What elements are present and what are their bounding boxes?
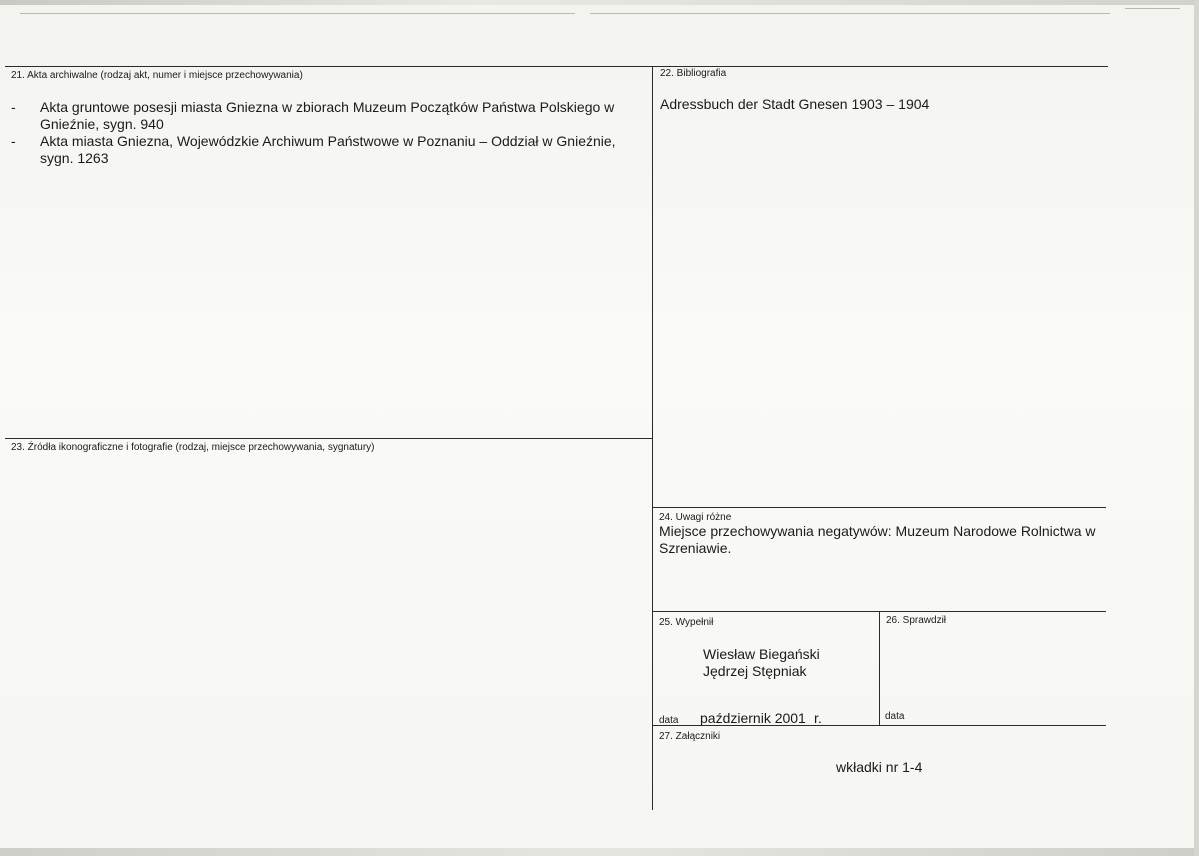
- section-22-label: 22. Bibliografia: [660, 68, 727, 79]
- list-item: - Akta miasta Gniezna, Wojewódzkie Archiwum Państwowe w Poznaniu – Oddział w Gnieźnie, sygn. 1263: [11, 133, 616, 166]
- archival-records-list: [11, 99, 631, 167]
- top-rule: [5, 66, 1108, 67]
- date-value: październik 2001: [700, 710, 806, 726]
- divider-25-26: [879, 611, 880, 726]
- list-item-text: Akta gruntowe posesji miasta Gniezna w zbiorach Muzeum Początków Państwa Polskiego w Gnieźnie, sygn. 940: [40, 99, 615, 132]
- faint-line: [20, 13, 575, 14]
- paper-edge-right: [1194, 0, 1199, 856]
- section-23-label: 23. Źródła ikonograficzne i fotografie (rodzaj, miejsce przechowywania, sygnatury): [11, 442, 375, 453]
- rule-21-23: [5, 438, 652, 439]
- paper-edge-bottom: [0, 848, 1199, 856]
- rule-22-24: [653, 507, 1106, 508]
- section-26-label: 26. Sprawdził: [886, 615, 947, 626]
- bibliography-entry: Adressbuch der Stadt Gnesen 1903 – 1904: [660, 96, 930, 112]
- list-item-text: Akta miasta Gniezna, Wojewódzkie Archiwum Państwowe w Poznaniu – Oddział w Gnieźnie, sygn. 1263: [40, 133, 616, 166]
- faint-line: [590, 13, 1110, 14]
- faint-line: [1125, 8, 1180, 9]
- date-label: data: [885, 711, 905, 722]
- filled-by-name: Wiesław Biegański: [703, 646, 820, 662]
- date-suffix: r.: [814, 710, 822, 726]
- date-label: data: [659, 715, 679, 726]
- attachments-text: wkładki nr 1-4: [836, 759, 923, 775]
- list-item: - Akta gruntowe posesji miasta Gniezna w zbiorach Muzeum Początków Państwa Polskiego w Gnieźnie, sygn. 940: [11, 99, 615, 132]
- center-divider: [652, 66, 653, 810]
- section-25-label: 25. Wypełnił: [659, 617, 714, 628]
- filled-by-name: Jędrzej Stępniak: [703, 663, 807, 679]
- remarks-text: Miejsce przechowywania negatywów: Muzeum Narodowe Rolnictwa w Szreniawie.: [659, 523, 1096, 556]
- section-21-label: 21. Akta archiwalne (rodzaj akt, numer i miejsce przechowywania): [11, 70, 303, 81]
- section-24-label: 24. Uwagi różne: [659, 512, 732, 523]
- section-27-label: 27. Załączniki: [659, 731, 721, 742]
- paper-edge-top: [0, 0, 1199, 5]
